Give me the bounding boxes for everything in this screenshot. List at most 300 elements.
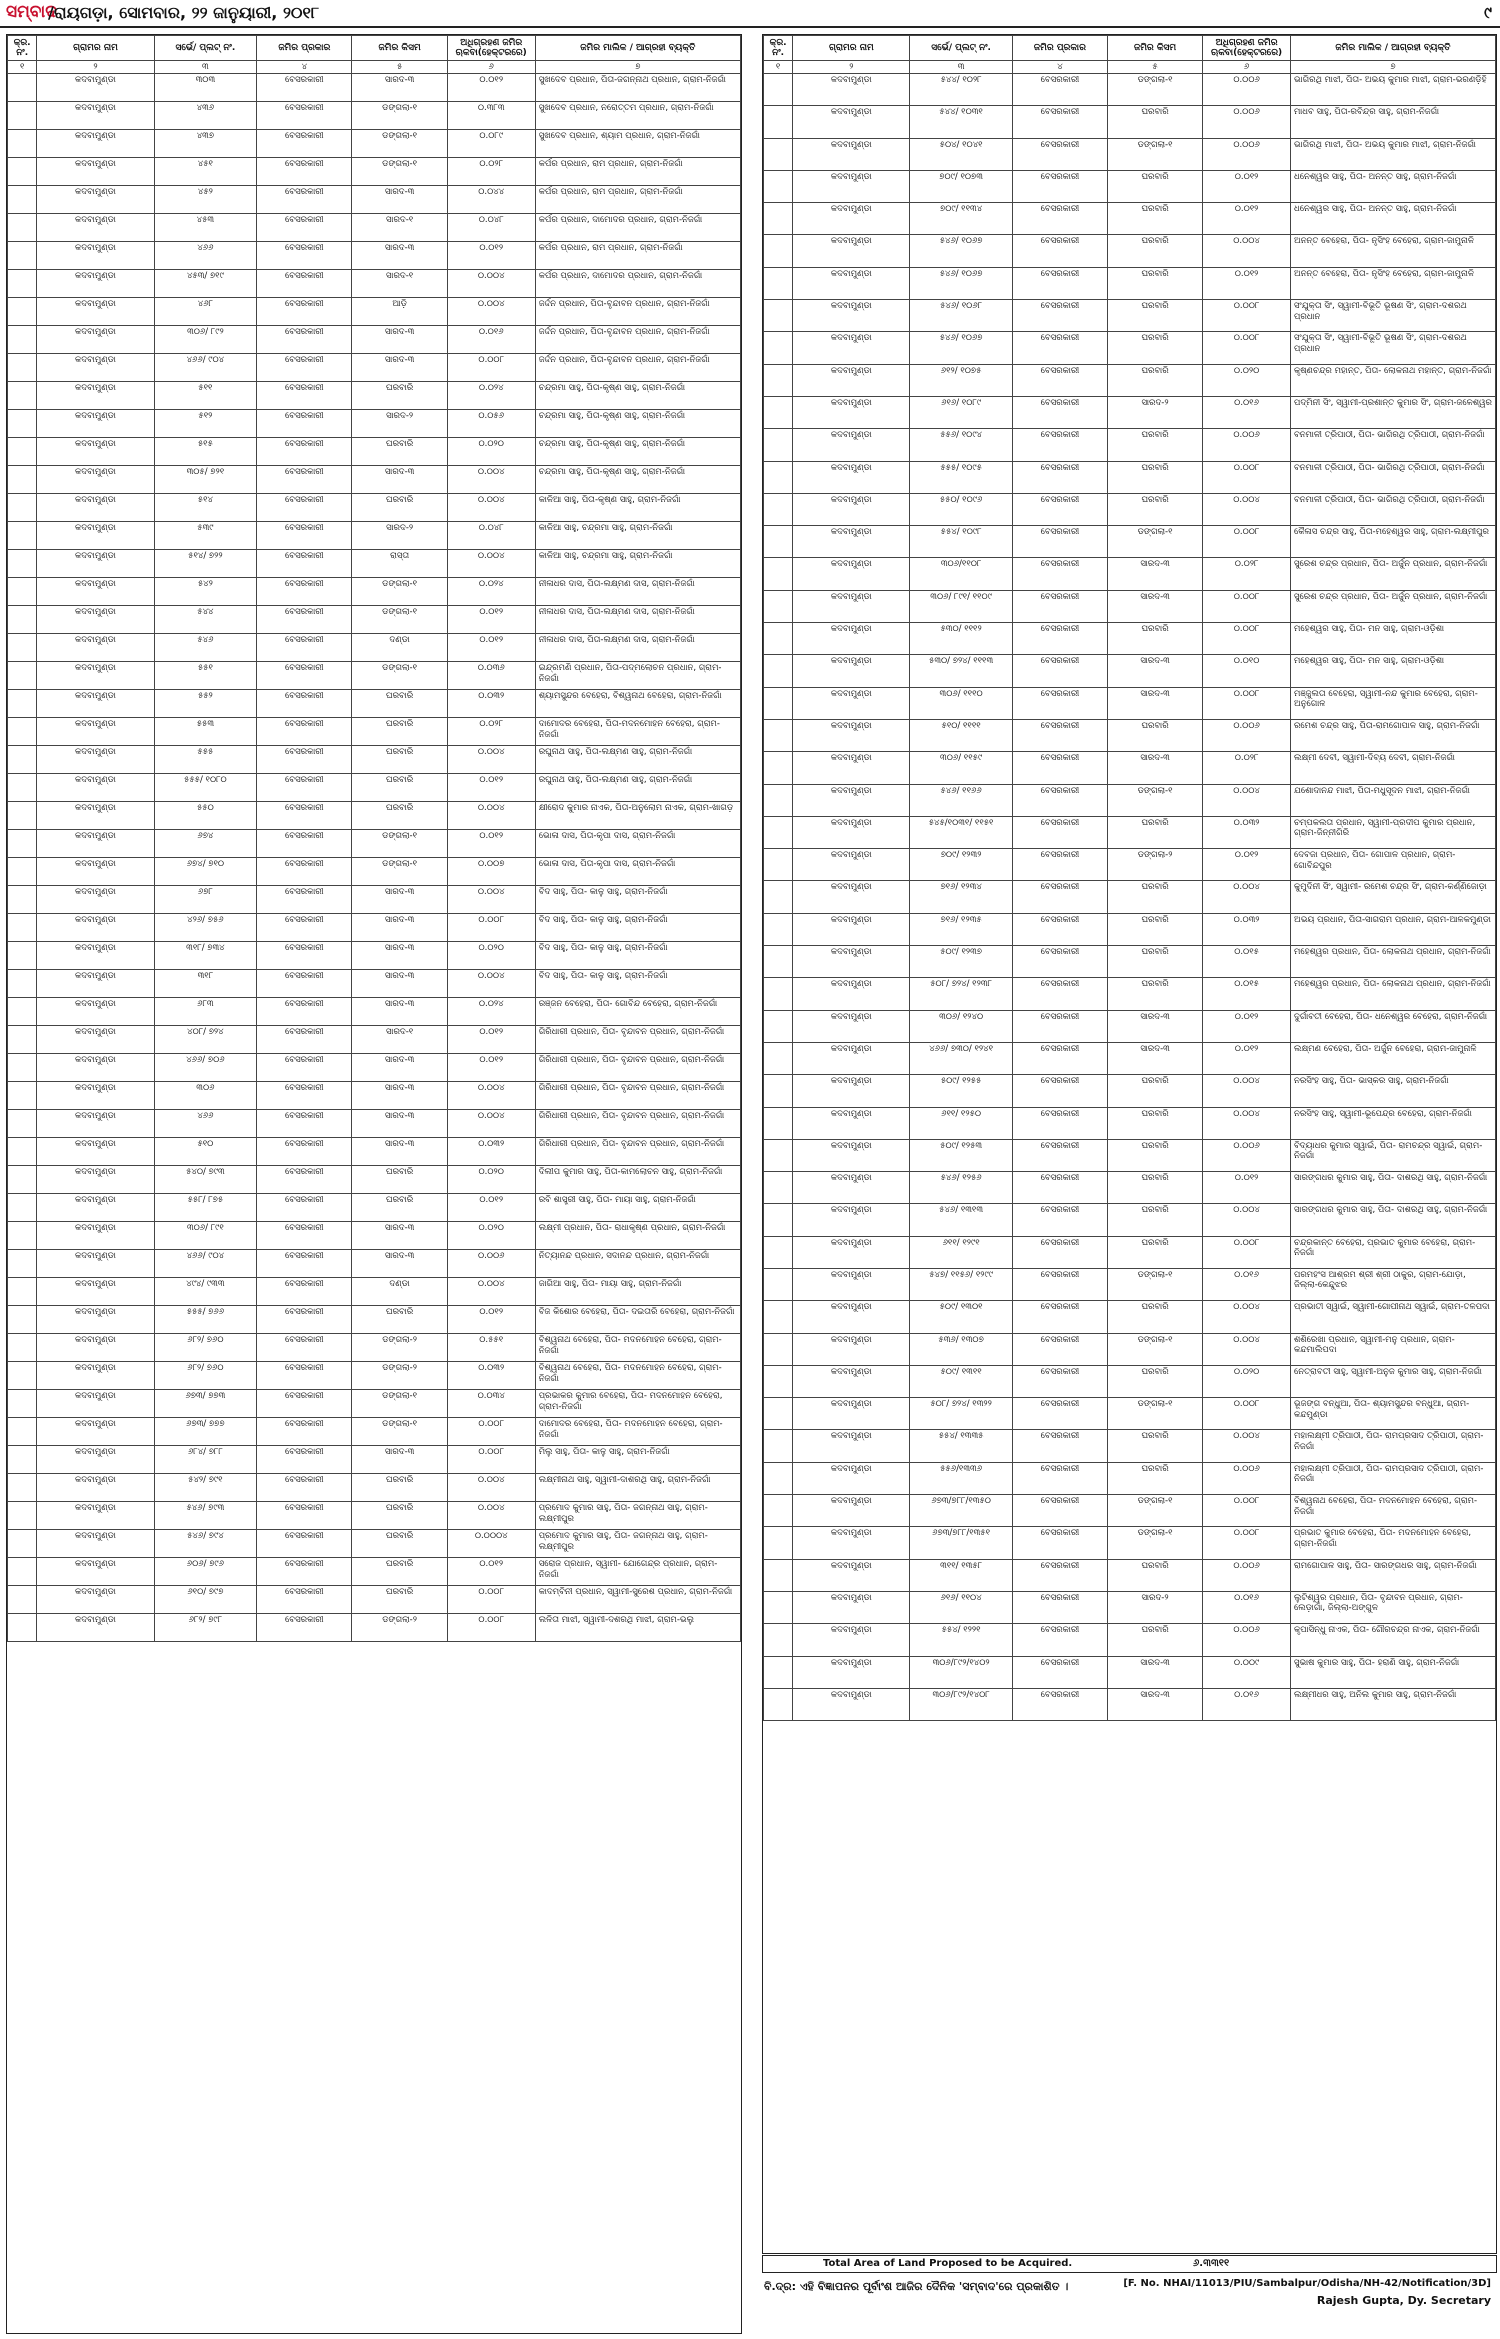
area-cell: ୦.୦୦୮ <box>1203 1236 1291 1268</box>
village-cell: କଦବାମୁଣ୍ଡା <box>793 1559 910 1591</box>
land-type-cell: ବେସରକାରୀ <box>1012 719 1107 751</box>
serial-cell <box>8 466 37 494</box>
village-cell: କଦବାମୁଣ୍ଡା <box>793 1495 910 1527</box>
village-cell: କଦବାମୁଣ୍ଡା <box>793 106 910 138</box>
village-cell: କଦବାମୁଣ୍ଡା <box>37 662 154 690</box>
owner-cell: ପ୍ରମୋଦ କୁମାର ସାହୁ, ପିତା- ଜଗନ୍ନାଥ ସାହୁ, ଗ୍ରାମ-ଲକ୍ଷ୍ମୀପୁର <box>535 1530 740 1558</box>
serial-cell <box>8 494 37 522</box>
village-cell: କଦବାମୁଣ୍ଡା <box>37 270 154 298</box>
village-cell: କଦବାମୁଣ୍ଡା <box>37 1026 154 1054</box>
table-row <box>8 1194 741 1222</box>
kisam-cell: ସାରଦ-୩ <box>352 1250 447 1278</box>
area-cell: ୦.୦୦୬ <box>1203 106 1291 138</box>
kisam-cell: ସାରଦ-୧ <box>352 1026 447 1054</box>
area-cell: ୦.୦୧୨ <box>1203 1172 1291 1204</box>
village-cell: କଦବାମୁଣ୍ଡା <box>37 914 154 942</box>
land-type-cell: ବେସରକାରୀ <box>1012 1688 1107 1720</box>
village-cell: କଦବାମୁଣ୍ଡା <box>37 382 154 410</box>
land-type-cell: ବେସରକାରୀ <box>257 1054 352 1082</box>
signatory: Rajesh Gupta, Dy. Secretary <box>1316 2294 1491 2307</box>
plot-cell: ୫୪୬/ ୭୯୩ <box>154 1502 257 1530</box>
kisam-cell: ଘରବାରି <box>1108 364 1203 396</box>
area-cell: ୦.୦୮୯ <box>447 130 535 158</box>
table-row <box>764 429 1496 461</box>
area-cell: ୦.୦୦୬ <box>1203 1559 1291 1591</box>
village-cell: କଦବାମୁଣ୍ଡା <box>37 942 154 970</box>
area-cell: ୦.୦୦୮ <box>1203 623 1291 655</box>
kisam-cell: ସାରଦ-୩ <box>1108 1042 1203 1074</box>
kisam-cell: ସାରଦ-୩ <box>352 466 447 494</box>
kisam-cell: ଘରବାରି <box>1108 1559 1203 1591</box>
owner-cell: ଲକ୍ଷ୍ମୀ ପ୍ରଧାନ, ପିତା- ରାଧାକୃଷ୍ଣ ପ୍ରଧାନ, ଗ୍ରାମ-ନିଜଗାଁ <box>535 1222 740 1250</box>
village-cell: କଦବାମୁଣ୍ଡା <box>37 1222 154 1250</box>
kisam-cell: ଡଙ୍ଗଲା-୧ <box>1108 138 1203 170</box>
serial-cell <box>8 1558 37 1586</box>
village-cell: କଦବାମୁଣ୍ଡା <box>37 1502 154 1530</box>
table-row <box>764 106 1496 138</box>
land-type-cell: ବେସରକାରୀ <box>257 1334 352 1362</box>
village-cell: କଦବାମୁଣ୍ଡା <box>793 332 910 364</box>
plot-cell: ୪୬୬ <box>154 1110 257 1138</box>
table-row <box>764 1139 1496 1171</box>
col-number: ୫ <box>1108 61 1203 74</box>
kisam-cell: ଘରବାରି <box>352 690 447 718</box>
table-row <box>8 1250 741 1278</box>
owner-cell: ପ୍ରଭାତ କୁମାର ବେହେରା, ପିତା- ମଦନମୋହନ ବେହେରା, ଗ୍ରାମ-ନିଜଗାଁ <box>1290 1527 1495 1559</box>
kisam-cell: ଘରବାରି <box>1108 170 1203 202</box>
village-cell: କଦବାମୁଣ୍ଡା <box>37 354 154 382</box>
table-row <box>764 816 1496 848</box>
land-type-cell: ବେସରକାରୀ <box>1012 913 1107 945</box>
plot-cell: ୪୬୬/ ୭୦୬ <box>154 1054 257 1082</box>
area-cell: ୦.୦୧୨ <box>1203 1042 1291 1074</box>
village-cell: କଦବାମୁଣ୍ଡା <box>793 1656 910 1688</box>
kisam-cell: ସାରଦ-୩ <box>352 186 447 214</box>
plot-cell: ୫୪୪ <box>154 606 257 634</box>
owner-cell: ସୁଖଦେବ ପ୍ରଧାନ, ପିତା-ଜଗନ୍ନାଥ ପ୍ରଧାନ, ଗ୍ରାମ-ନିଜଗାଁ <box>535 74 740 102</box>
area-cell: ୦.୦୦୪ <box>447 1082 535 1110</box>
serial-cell <box>764 946 793 978</box>
table-row <box>8 942 741 970</box>
village-cell: କଦବାମୁଣ୍ଡା <box>793 1204 910 1236</box>
kisam-cell: ସାରଦ-୩ <box>352 1110 447 1138</box>
land-type-cell: ବେସରକାରୀ <box>1012 461 1107 493</box>
land-type-cell: ବେସରକାରୀ <box>1012 1591 1107 1623</box>
kisam-cell: ସାରଦ-୩ <box>1108 1688 1203 1720</box>
owner-cell: ସାରଙ୍ଗଧର କୁମାର ସାହୁ, ପିତା- ଦାଶରଥି ସାହୁ, ଗ୍ରାମ-ନିଜଗାଁ <box>1290 1172 1495 1204</box>
plot-cell: ୬୮୨/ ୭୬୦ <box>154 1334 257 1362</box>
table-row <box>764 1591 1496 1623</box>
serial-cell <box>8 130 37 158</box>
serial-cell <box>764 1430 793 1462</box>
serial-cell <box>8 410 37 438</box>
owner-cell: ଚନ୍ଦ୍ରମା ସାହୁ, ପିତା-କୃଷ୍ଣ ସାହୁ, ଗ୍ରାମ-ନିଜଗାଁ <box>535 466 740 494</box>
serial-cell <box>8 1250 37 1278</box>
table-row <box>764 461 1496 493</box>
owner-cell: ଲଳିତା ମାଝୀ, ସ୍ୱାମୀ-ଦଶରଥି ମାଝୀ, ଗ୍ରାମ-ଭଲୁ <box>535 1614 740 1642</box>
plot-cell: ୩୦୫/ ୭୨୧ <box>154 466 257 494</box>
area-cell: ୦.୦୧୨ <box>447 830 535 858</box>
owner-cell: ଗିରିଧାରୀ ପ୍ରଧାନ, ପିତା- ବୃନ୍ଦାବନ ପ୍ରଧାନ, ଗ୍ରାମ-ନିଜଗାଁ <box>535 1054 740 1082</box>
owner-cell: ପରମହଂସ ଆଶ୍ରମ ଶ୍ରୀ ଶ୍ରୀ ଠାକୁର, ଗ୍ରାମ-ଯୋଡ଼ା, ଜିଲ୍ଲା-କେନ୍ଦୁଝର <box>1290 1268 1495 1300</box>
area-cell: ୦.୦୦୬ <box>1203 138 1291 170</box>
land-type-cell: ବେସରକାରୀ <box>257 1166 352 1194</box>
owner-cell: ଗିରିଧାରୀ ପ୍ରଧାନ, ପିତା- ବୃନ୍ଦାବନ ପ୍ରଧାନ, ଗ୍ରାମ-ନିଜଗାଁ <box>535 1026 740 1054</box>
land-type-cell: ବେସରକାରୀ <box>1012 1333 1107 1365</box>
village-cell: କଦବାମୁଣ୍ଡା <box>793 526 910 558</box>
table-row <box>8 718 741 746</box>
land-type-cell: ବେସରକାରୀ <box>257 970 352 998</box>
table-row <box>764 1656 1496 1688</box>
area-cell: ୦.୦୧୨ <box>447 606 535 634</box>
serial-cell <box>8 1586 37 1614</box>
land-table-left <box>7 35 741 1642</box>
land-type-cell: ବେସରକାରୀ <box>257 298 352 326</box>
village-cell: କଦବାମୁଣ୍ଡା <box>793 1365 910 1397</box>
area-cell: ୦.୦୦୪ <box>1203 881 1291 913</box>
village-cell: କଦବାମୁଣ୍ଡା <box>37 550 154 578</box>
plot-cell: ୬୦୬/ ୭୯୬ <box>154 1558 257 1586</box>
kisam-cell: ସାରଦ-୩ <box>352 74 447 102</box>
serial-cell <box>764 138 793 170</box>
land-type-cell: ବେସରକାରୀ <box>257 578 352 606</box>
table-row <box>8 522 741 550</box>
area-cell: ୦.୦୦୪ <box>1203 1301 1291 1333</box>
kisam-cell: ଘରବାରି <box>1108 300 1203 332</box>
owner-cell: କ୍ଷୀରୋଦ କୁମାର ନାଏକ, ପିତା-ଅନୁଲୋମ ନାଏକ, ଗ୍ରାମ-ଖାଗଡ଼ <box>535 802 740 830</box>
file-number: [F. No. NHAI/11013/PIU/Sambalpur/Odisha/NH-42/Notification/3D] <box>1123 2278 1491 2289</box>
owner-cell: ଦିଲୀପ କୁମାର ସାହୁ, ପିତା-କାମଲୋଚନ ସାହୁ, ଗ୍ରାମ-ନିଜଗାଁ <box>535 1166 740 1194</box>
village-cell: କଦବାମୁଣ୍ଡା <box>793 1172 910 1204</box>
area-cell: ୦.୦୨୮ <box>1203 558 1291 590</box>
owner-cell: କାଦମ୍ବିନୀ ପ୍ରଧାନ, ସ୍ୱାମୀ-ସୁରେଶ ପ୍ରଧାନ, ଗ୍ରାମ-ନିଜଗାଁ <box>535 1586 740 1614</box>
land-type-cell: ବେସରକାରୀ <box>1012 978 1107 1010</box>
owner-cell: ପଦ୍ମିନୀ ସିଂ, ସ୍ୱାମୀ-ପ୍ରଶାନ୍ତ କୁମାର ସିଂ, ଗ୍ରାମ-ଜଳେଶ୍ୱର <box>1290 396 1495 428</box>
kisam-cell: ସାରଦ-୩ <box>352 1138 447 1166</box>
table-row <box>8 1530 741 1558</box>
owner-cell: ବିଶ୍ୱନାଥ ବେହେରା, ପିତା- ମଦନମୋହନ ବେହେରା, ଗ୍ରାମ-ନିଜଗାଁ <box>535 1334 740 1362</box>
land-type-cell: ବେସରକାରୀ <box>1012 558 1107 590</box>
plot-cell: ୫୪୬/ ୧୦୬୭ <box>910 332 1012 364</box>
table-row <box>764 1527 1496 1559</box>
plot-cell: ୪୬୬/ ୯୦୪ <box>154 1250 257 1278</box>
col-header-village: ଗ୍ରାମର ନାମ <box>793 36 910 61</box>
land-type-cell: ବେସରକାରୀ <box>257 1278 352 1306</box>
land-type-cell: ବେସରକାରୀ <box>257 1110 352 1138</box>
plot-cell: ୫୪୨ <box>154 578 257 606</box>
plot-cell: ୭୦୯/ ୧୧୩୪ <box>910 203 1012 235</box>
land-type-cell: ବେସରକାରୀ <box>1012 106 1107 138</box>
col-number: ୪ <box>1012 61 1107 74</box>
serial-cell <box>764 493 793 525</box>
table-row <box>8 1026 741 1054</box>
village-cell: କଦବାମୁଣ୍ଡା <box>793 590 910 622</box>
area-cell: ୦.୫୫୧ <box>447 1334 535 1362</box>
owner-cell: ବିଦ ସାହୁ, ପିତା- କାଳୁ ସାହୁ, ଗ୍ରାମ-ନିଜଗାଁ <box>535 942 740 970</box>
owner-cell: ଇନ୍ଦ୍ରମଣି ପ୍ରଧାନ, ପିତା-ପଦ୍ମଲୋଚନ ପ୍ରଧାନ, ଗ୍ରାମ-ନିଜଗାଁ <box>535 662 740 690</box>
area-cell: ୦.୦୩୨ <box>447 1362 535 1390</box>
plot-cell: ୫୫୬/ ୧୦୯୪ <box>910 429 1012 461</box>
col-header-area: ଅଧିଗ୍ରହଣ ଜମିର ଋକବା(ହେକ୍ଟରରେ) <box>1203 36 1291 61</box>
serial-cell <box>8 1446 37 1474</box>
owner-cell: ସୁଖଦେବ ପ୍ରଧାନ, ନରୋତ୍ତମ ପ୍ରଧାନ, ଗ୍ରାମ-ନିଜଗାଁ <box>535 102 740 130</box>
serial-cell <box>8 186 37 214</box>
village-cell: କଦବାମୁଣ୍ଡା <box>793 74 910 106</box>
kisam-cell: ଘରବାରି <box>1108 235 1203 267</box>
table-row <box>8 1054 741 1082</box>
table-row <box>8 1362 741 1390</box>
village-cell: କଦବାମୁଣ୍ଡା <box>37 242 154 270</box>
plot-cell: ୫୫୫/ ୧୦୮୦ <box>154 774 257 802</box>
plot-cell: ୫୧୪ <box>154 494 257 522</box>
serial-cell <box>8 326 37 354</box>
serial-cell <box>764 267 793 299</box>
plot-cell: ୫୩୯ <box>154 522 257 550</box>
table-row <box>764 752 1496 784</box>
col-header-kisam: ଜମିର କିସମ <box>352 36 447 61</box>
table-row <box>764 881 1496 913</box>
plot-cell: ୫୪୬/ ୧୦୬୮ <box>910 300 1012 332</box>
serial-cell <box>764 913 793 945</box>
kisam-cell: ସାରଦ-୩ <box>352 242 447 270</box>
plot-cell: ୪୩୬ <box>154 102 257 130</box>
col-header-land-type: ଜମିର ପ୍ରକାର <box>1012 36 1107 61</box>
col-number: ୩ <box>910 61 1012 74</box>
serial-cell <box>764 816 793 848</box>
serial-cell <box>764 1042 793 1074</box>
owner-cell: ପ୍ରଭାକର କୁମାର ବେହେରା, ପିତା- ମଦନମୋହନ ବେହେରା, ଗ୍ରାମ-ନିଜଗାଁ <box>535 1390 740 1418</box>
kisam-cell: ଘରବାରି <box>1108 1624 1203 1656</box>
serial-cell <box>8 718 37 746</box>
col-header-area: ଅଧିଗ୍ରହଣ ଜମିର ଋକବା(ହେକ୍ଟରରେ) <box>447 36 535 61</box>
plot-cell: ୫୫୦ <box>154 802 257 830</box>
plot-cell: ୪୬୮ <box>154 298 257 326</box>
plot-cell: ୫୦୯/ ୧୨୫୫ <box>910 1075 1012 1107</box>
serial-cell <box>8 1502 37 1530</box>
village-cell: କଦବାମୁଣ୍ଡା <box>793 1688 910 1720</box>
kisam-cell: ଘରବାରି <box>352 1530 447 1558</box>
land-type-cell: ବେସରକାରୀ <box>257 1614 352 1642</box>
village-cell: କଦବାମୁଣ୍ଡା <box>793 1139 910 1171</box>
col-number: ୬ <box>1203 61 1291 74</box>
kisam-cell: ସାରଦ-୨ <box>1108 1591 1203 1623</box>
table-row <box>764 1365 1496 1397</box>
table-row <box>764 170 1496 202</box>
land-table-left-body <box>8 74 741 1642</box>
village-cell: କଦବାମୁଣ୍ଡା <box>793 1042 910 1074</box>
plot-cell: ୫୧୪/ ୭୨୨ <box>154 550 257 578</box>
village-cell: କଦବାମୁଣ୍ଡା <box>793 1107 910 1139</box>
land-type-cell: ବେସରକାରୀ <box>257 214 352 242</box>
owner-cell: ଚନ୍ଦ୍ରମା ସାହୁ, ପିତା-କୃଷ୍ଣ ସାହୁ, ଗ୍ରାମ-ନିଜଗାଁ <box>535 410 740 438</box>
land-type-cell: ବେସରକାରୀ <box>1012 1656 1107 1688</box>
table-row <box>764 558 1496 590</box>
owner-cell: ବିଶ୍ୱନାଥ ବେହେରା, ପିତା- ମଦନମୋହନ ବେହେରା, ଗ୍ରାମ-ନିଜଗାଁ <box>1290 1495 1495 1527</box>
serial-cell <box>8 746 37 774</box>
land-type-cell: ବେସରକାରୀ <box>1012 849 1107 881</box>
area-cell: ୦.୦୧୫ <box>1203 946 1291 978</box>
owner-cell: ଗିରିଧାରୀ ପ୍ରଧାନ, ପିତା- ବୃନ୍ଦାବନ ପ୍ରଧାନ, ଗ୍ରାମ-ନିଜଗାଁ <box>535 1082 740 1110</box>
kisam-cell: ଡଙ୍ଗଲା-୧ <box>1108 784 1203 816</box>
land-type-cell: ବେସରକାରୀ <box>257 606 352 634</box>
kisam-cell: ଘରବାରି <box>1108 106 1203 138</box>
serial-cell <box>8 1138 37 1166</box>
table-row <box>764 300 1496 332</box>
page-number: ୯ <box>1484 3 1492 22</box>
village-cell: କଦବାମୁଣ୍ଡା <box>37 1614 154 1642</box>
village-cell: କଦବାମୁଣ୍ଡା <box>793 1624 910 1656</box>
area-cell: ୦.୦୦୪ <box>447 466 535 494</box>
serial-cell <box>764 1010 793 1042</box>
area-cell: ୦.୦୦୮ <box>447 354 535 382</box>
land-type-cell: ବେସରକାରୀ <box>257 914 352 942</box>
owner-cell: ମହେଶ୍ୱର ସାହୁ, ପିତା- ମନ ସାହୁ, ଗ୍ରାମ-ଓଡ଼ିଶା <box>1290 655 1495 687</box>
area-cell: ୦.୦୦୮ <box>1203 526 1291 558</box>
area-cell: ୦.୦୩୨ <box>447 1138 535 1166</box>
area-cell: ୦.୦୦୪ <box>447 298 535 326</box>
village-cell: କଦବାମୁଣ୍ଡା <box>37 578 154 606</box>
land-type-cell: ବେସରକାରୀ <box>257 186 352 214</box>
col-number: ୭ <box>1290 61 1495 74</box>
serial-cell <box>764 1495 793 1527</box>
kisam-cell: ସାରଦ-୩ <box>352 354 447 382</box>
table-row <box>8 606 741 634</box>
owner-cell: ମହେଶ୍ୱର ପ୍ରଧାନ, ପିତା- ଲୋକନାଥ ପ୍ରଧାନ, ଗ୍ରାମ-ନିଜଗାଁ <box>1290 946 1495 978</box>
area-cell: ୦.୦୨୦ <box>447 942 535 970</box>
owner-cell: ନୀଳାଧର ଦାସ, ପିତା-ଲକ୍ଷ୍ମଣ ଦାସ, ଗ୍ରାମ-ନିଜଗାଁ <box>535 578 740 606</box>
kisam-cell: ଡଙ୍ଗଲା-୧ <box>1108 74 1203 106</box>
village-cell: କଦବାମୁଣ୍ଡା <box>37 998 154 1026</box>
kisam-cell: ଡଙ୍ଗଲା-୧ <box>352 1390 447 1418</box>
village-cell: କଦବାମୁଣ୍ଡା <box>37 802 154 830</box>
col-number: ୭ <box>535 61 740 74</box>
col-header-owner: ଜମିର ମାଲିକ / ଆଗ୍ରହୀ ବ୍ୟକ୍ତି <box>535 36 740 61</box>
serial-cell <box>8 1530 37 1558</box>
owner-cell: ବିଦ ସାହୁ, ପିତା- କାଳୁ ସାହୁ, ଗ୍ରାମ-ନିଜଗାଁ <box>535 914 740 942</box>
village-cell: କଦବାମୁଣ୍ଡା <box>793 913 910 945</box>
kisam-cell: ସାରଦ-୩ <box>1108 752 1203 784</box>
col-header-kisam: ଜମିର କିସମ <box>1108 36 1203 61</box>
kisam-cell: ସାରଦ-୩ <box>352 326 447 354</box>
serial-cell <box>764 849 793 881</box>
owner-cell: କର୍ପର ପ୍ରଧାନ, ରାମ ପ୍ରଧାନ, ଗ୍ରାମ-ନିଜଗାଁ <box>535 186 740 214</box>
village-cell: କଦବାମୁଣ୍ଡା <box>37 1194 154 1222</box>
table-row <box>8 1614 741 1642</box>
area-cell: ୦.୦୧୬ <box>1203 1268 1291 1300</box>
kisam-cell: ଘରବାରି <box>1108 1236 1203 1268</box>
land-type-cell: ବେସରକାରୀ <box>257 242 352 270</box>
serial-cell <box>764 364 793 396</box>
plot-cell: ୫୧୫ <box>154 438 257 466</box>
serial-cell <box>8 1110 37 1138</box>
land-type-cell: ବେସରକାରୀ <box>257 466 352 494</box>
table-row <box>764 1172 1496 1204</box>
owner-cell: ରଞ୍ଜନ ବେହେରା, ପିତା- ଗୋବିନ୍ଦ ବେହେରା, ଗ୍ରାମ-ନିଜଗାଁ <box>535 998 740 1026</box>
land-type-cell: ବେସରକାରୀ <box>1012 1624 1107 1656</box>
plot-cell: ୫୫୩ <box>154 718 257 746</box>
table-row <box>764 1559 1496 1591</box>
serial-cell <box>764 1591 793 1623</box>
serial-cell <box>764 655 793 687</box>
serial-cell <box>8 1474 37 1502</box>
owner-cell: ଅଭୟ ପ୍ରଧାନ, ପିତା-ସାଗରାମ ପ୍ରଧାନ, ଗ୍ରାମ-ଆଳକମୁଣ୍ଡା <box>1290 913 1495 945</box>
plot-cell: ୭୧୬/ ୧୨୩୫ <box>910 913 1012 945</box>
owner-cell: ସୁଭାଷ କୁମାର ସାହୁ, ପିତା- ହରାଣି ସାହୁ, ଗ୍ରାମ-ନିଜଗାଁ <box>1290 1656 1495 1688</box>
owner-cell: ରଘୁନାଥ ସାହୁ, ପିତା-ଲକ୍ଷ୍ମଣ ସାହୁ, ଗ୍ରାମ-ନିଜଗାଁ <box>535 746 740 774</box>
col-header-land-type: ଜମିର ପ୍ରକାର <box>257 36 352 61</box>
owner-cell: ମହେଶ୍ୱର ପ୍ରଧାନ, ପିତା- ଲୋକନାଥ ପ୍ରଧାନ, ଗ୍ରାମ-ନିଜଗାଁ <box>1290 978 1495 1010</box>
table-row <box>764 1398 1496 1430</box>
owner-cell: ଚନ୍ଦ୍ରମା ସାହୁ, ପିତା-କୃଷ୍ଣ ସାହୁ, ଗ୍ରାମ-ନିଜଗାଁ <box>535 438 740 466</box>
kisam-cell: ଘରବାରି <box>1108 946 1203 978</box>
owner-cell: ମିଲୁ ସାହୁ, ପିତା- କାଳୁ ସାହୁ, ଗ୍ରାମ-ନିଜଗାଁ <box>535 1446 740 1474</box>
kisam-cell: ରାସ୍ତା <box>352 550 447 578</box>
plot-cell: ୫୦୯/ ୧୩୦୧ <box>910 1301 1012 1333</box>
plot-cell: ୫୪୦/ ୭୯୩ <box>154 1166 257 1194</box>
land-type-cell: ବେସରକାରୀ <box>1012 816 1107 848</box>
serial-cell <box>8 242 37 270</box>
village-cell: କଦବାମୁଣ୍ଡା <box>37 1530 154 1558</box>
owner-cell: ପ୍ରମୋଦ କୁମାର ସାହୁ, ପିତା- ଜଗନ୍ନାଥ ସାହୁ, ଗ୍ରାମ-ଲକ୍ଷ୍ମୀପୁର <box>535 1502 740 1530</box>
plot-cell: ୫୩୦/ ୭୨୪/ ୧୧୧୩ <box>910 655 1012 687</box>
col-header-serial: କ୍ର. ନଂ. <box>8 36 37 61</box>
serial-cell <box>764 235 793 267</box>
kisam-cell: ଘରବାରି <box>352 438 447 466</box>
table-row <box>8 774 741 802</box>
total-area-value: ୬.୩୩୧୧ <box>1193 2258 1230 2269</box>
owner-cell: ଭୋଳା ଦାସ, ପିତା-କୃପା ଦାସ, ଗ୍ରାମ-ନିଜଗାଁ <box>535 858 740 886</box>
plot-cell: ୬୮୨/ ୭୬୦ <box>154 1362 257 1390</box>
land-type-cell: ବେସରକାରୀ <box>257 1194 352 1222</box>
village-cell: କଦବାମୁଣ୍ଡା <box>37 1586 154 1614</box>
land-type-cell: ବେସରକାରୀ <box>257 802 352 830</box>
col-number: ୩ <box>154 61 257 74</box>
plot-cell: ୩୦୬/ ୮୯୨ <box>154 326 257 354</box>
land-type-cell: ବେସରକାରୀ <box>1012 1365 1107 1397</box>
area-cell: ୦.୦୧୨ <box>447 74 535 102</box>
plot-cell: ୪୯୪/ ୯୩୩ <box>154 1278 257 1306</box>
kisam-cell: ଡଙ୍ଗଲା-୧ <box>352 102 447 130</box>
village-cell: କଦବାମୁଣ୍ଡା <box>37 1054 154 1082</box>
table-row <box>8 1390 741 1418</box>
table-row <box>764 1495 1496 1527</box>
page-header <box>0 0 1500 28</box>
kisam-cell: ସାରଦ-୩ <box>1108 655 1203 687</box>
table-row <box>8 130 741 158</box>
land-type-cell: ବେସରକାରୀ <box>257 1250 352 1278</box>
plot-cell: ୫୪୭/ ୧୧୫୬/ ୧୨୯୯ <box>910 1268 1012 1300</box>
kisam-cell: ଡଙ୍ଗଲା-୧ <box>1108 526 1203 558</box>
serial-cell <box>8 550 37 578</box>
kisam-cell: ସାରଦ-୩ <box>352 970 447 998</box>
land-type-cell: ବେସରକାରୀ <box>1012 235 1107 267</box>
land-type-cell: ବେସରକାରୀ <box>257 662 352 690</box>
area-cell: ୦.୦୧୨ <box>1203 849 1291 881</box>
land-type-cell: ବେସରକାରୀ <box>1012 655 1107 687</box>
owner-cell: କର୍ପର ପ୍ରଧାନ, ରାମ ପ୍ରଧାନ, ଗ୍ରାମ-ନିଜଗାଁ <box>535 242 740 270</box>
col-number: ୬ <box>447 61 535 74</box>
area-cell: ୦.୦୩୨ <box>447 690 535 718</box>
village-cell: କଦବାମୁଣ୍ଡା <box>793 1236 910 1268</box>
owner-cell: କାଳିଆ ସାହୁ, ଚନ୍ଦ୍ରମା ସାହୁ, ଗ୍ରାମ-ନିଜଗାଁ <box>535 522 740 550</box>
land-type-cell: ବେସରକାରୀ <box>257 354 352 382</box>
village-cell: କଦବାମୁଣ୍ଡା <box>37 690 154 718</box>
area-cell: ୦.୦୫୬ <box>447 410 535 438</box>
village-cell: କଦବାମୁଣ୍ଡା <box>37 74 154 102</box>
owner-cell: ଚମ୍ପକଲତା ପ୍ରଧାନ, ସ୍ୱାମୀ-ପ୍ରଦୀପ କୁମାର ପ୍ରଧାନ, ଗ୍ରାମ-ଜିନ୍ନୀଗିରି <box>1290 816 1495 848</box>
owner-cell: ସୁରେଶ ଚନ୍ଦ୍ର ପ୍ରଧାନ, ପିତା- ଅର୍ଜୁନ ପ୍ରଧାନ, ଗ୍ରାମ-ନିଜଗାଁ <box>1290 590 1495 622</box>
kisam-cell: ଆଡ଼ି <box>352 298 447 326</box>
